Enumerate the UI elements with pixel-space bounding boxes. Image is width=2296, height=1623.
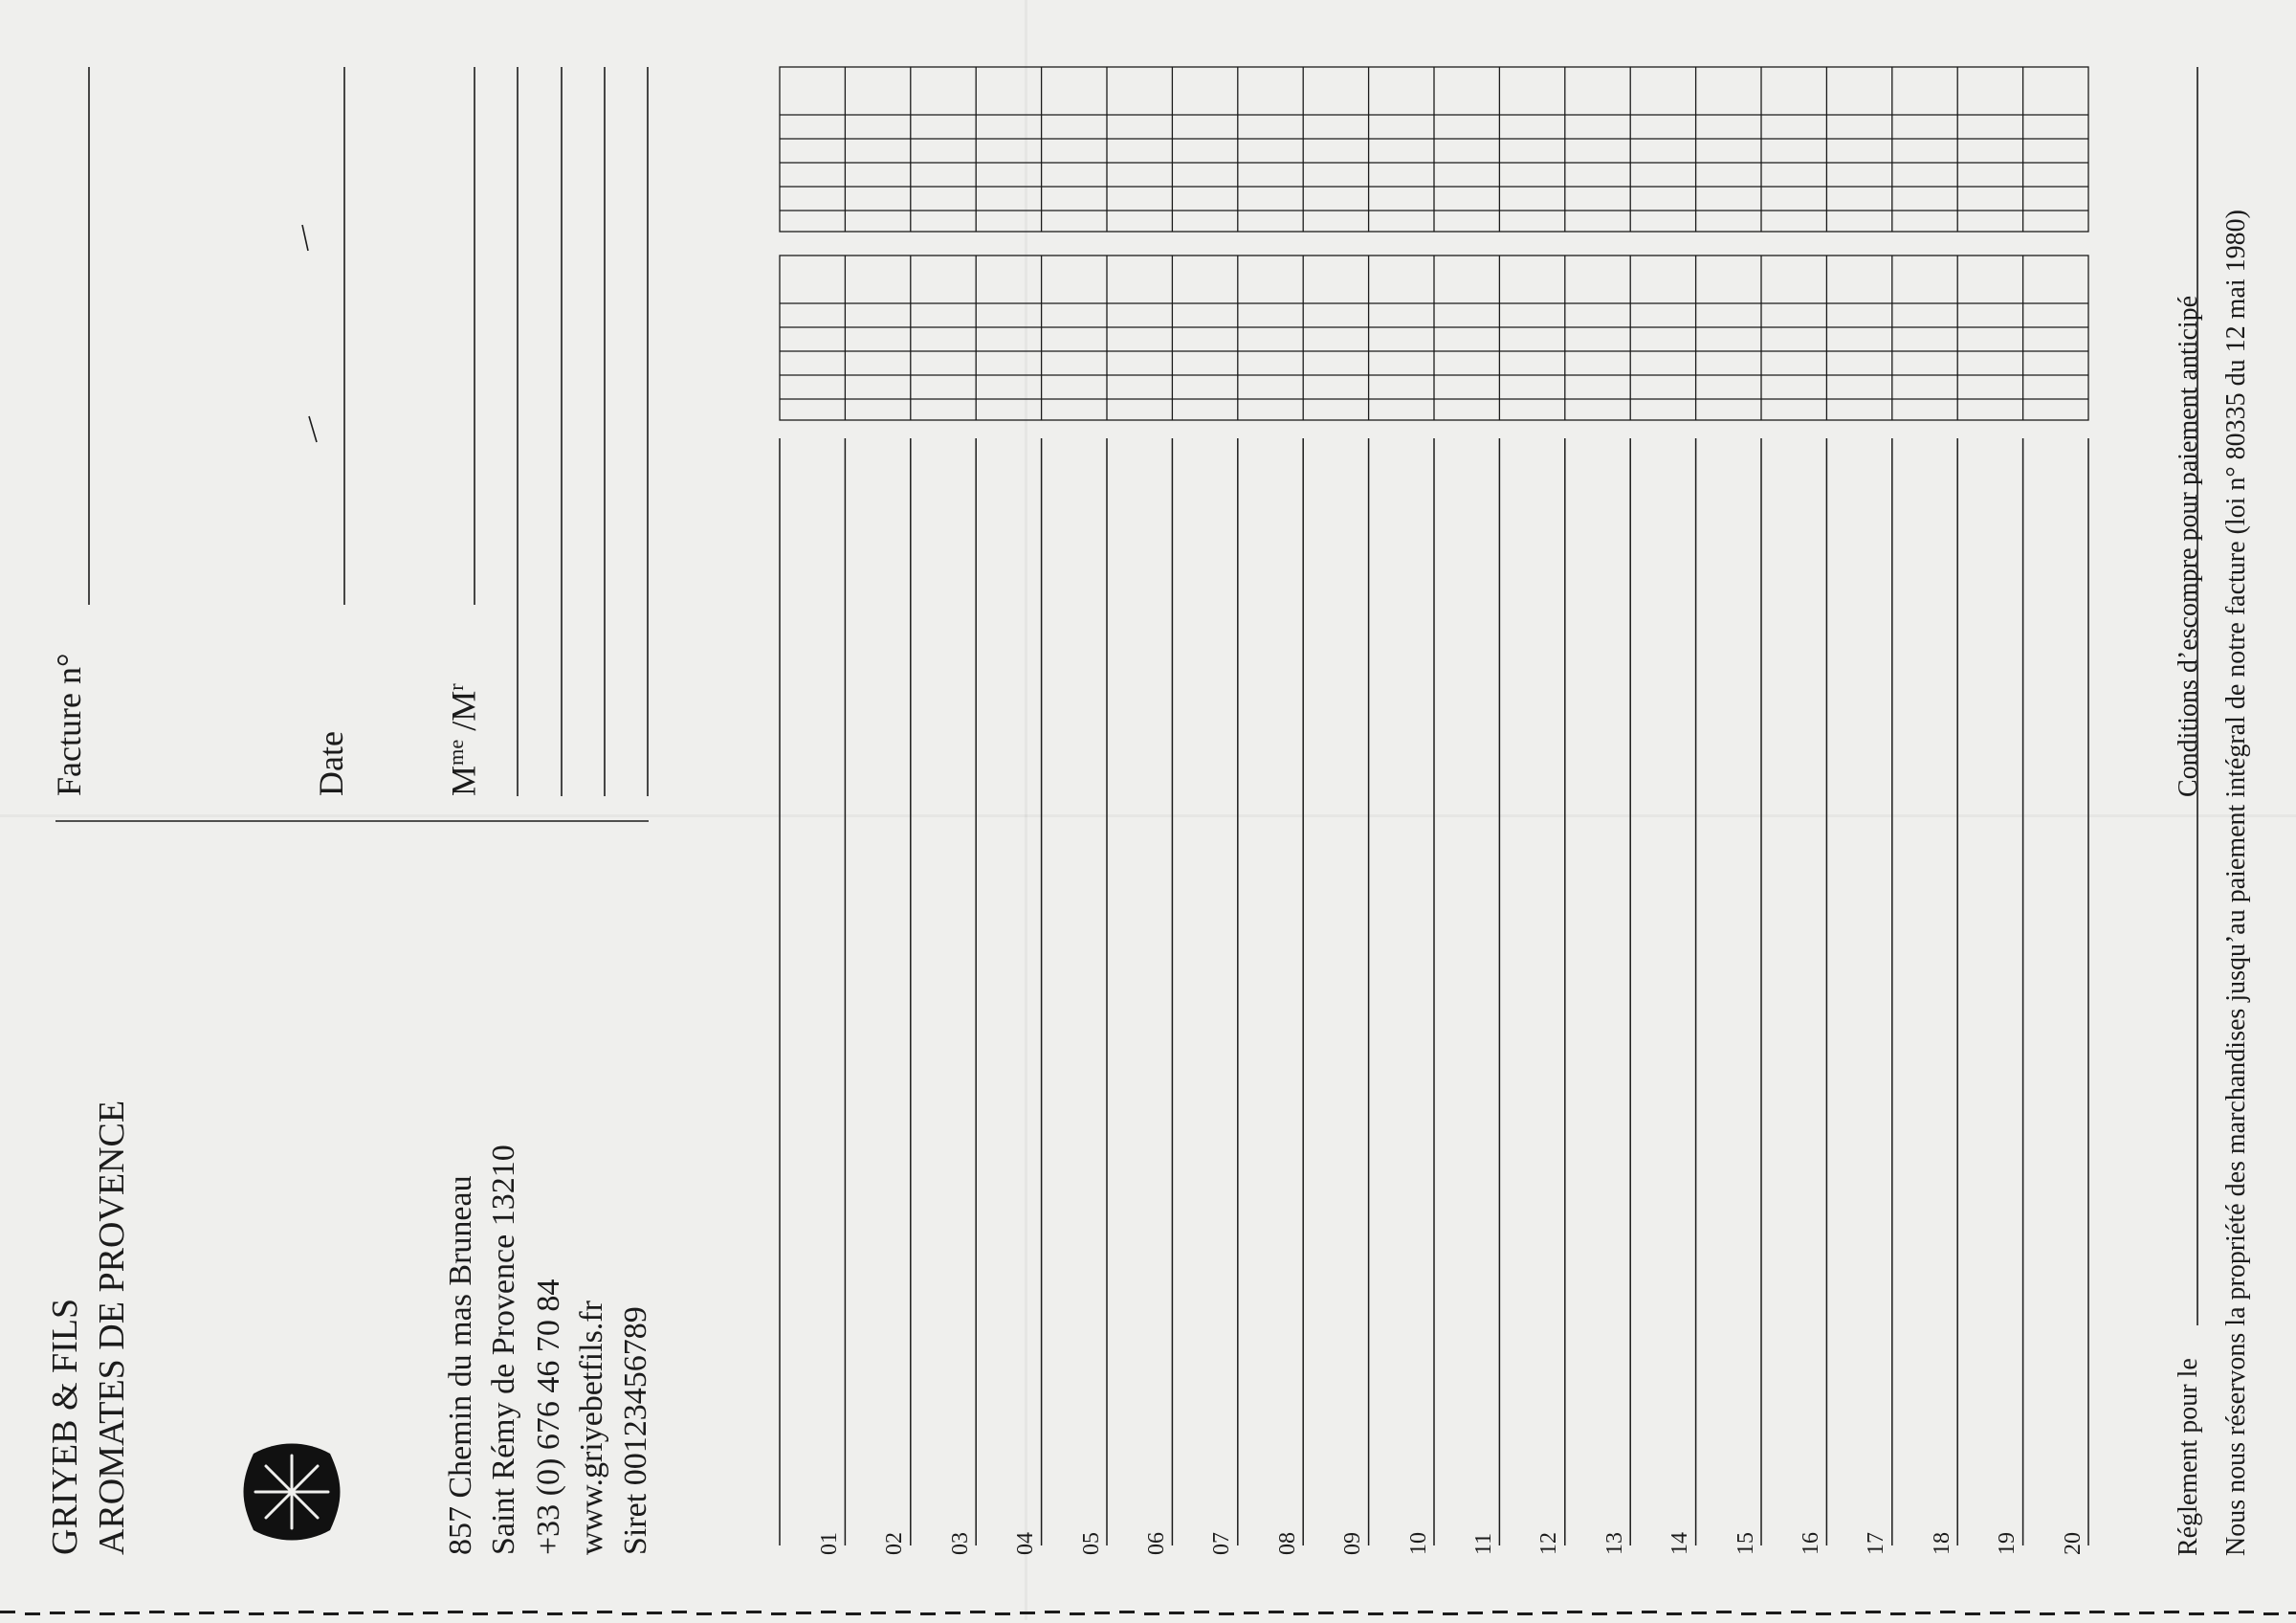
perforation-mark <box>721 1612 737 1614</box>
row-number: 12 <box>1536 1532 1562 1555</box>
perforation-mark <box>1492 1611 1508 1613</box>
perforation-mark <box>448 1611 463 1613</box>
company-name: GRIYEB & FILS <box>45 1298 85 1555</box>
perforation-mark <box>920 1612 936 1615</box>
row-number: 10 <box>1405 1532 1431 1555</box>
row-number: 08 <box>1274 1532 1300 1555</box>
perforation-mark <box>323 1612 339 1615</box>
perforation-mark <box>895 1611 911 1613</box>
perforation-mark <box>871 1612 886 1614</box>
perforation-mark <box>1219 1612 1234 1615</box>
company-address-line1: 857 Chemin du mas Bruneau <box>443 1175 478 1555</box>
perforation-mark <box>2239 1611 2254 1613</box>
perforation-mark <box>348 1612 364 1614</box>
perforation-mark <box>547 1612 563 1615</box>
perforation-mark <box>1443 1612 1458 1615</box>
perforation-mark <box>1119 1611 1135 1613</box>
perforation-mark <box>1094 1612 1110 1614</box>
perforation-mark <box>1915 1612 1931 1614</box>
perforation-mark <box>473 1612 488 1615</box>
row-number: 04 <box>1013 1532 1039 1555</box>
perforation-mark <box>2114 1612 2130 1615</box>
perforation-mark <box>1567 1611 1582 1613</box>
perforation-mark <box>1890 1612 1906 1615</box>
perforation-mark <box>249 1612 264 1615</box>
perforation-mark <box>1667 1612 1682 1615</box>
perforation-mark <box>1393 1612 1408 1614</box>
date-label: Date <box>312 731 350 796</box>
reglement-label: Réglement pour le <box>2174 1358 2203 1556</box>
client-label-m: M <box>444 765 483 796</box>
perforation-mark <box>1965 1612 1980 1615</box>
perforation-mark <box>1418 1611 1433 1613</box>
row-number: 02 <box>882 1532 908 1555</box>
perforation-mark <box>945 1612 960 1614</box>
perforation-mark <box>174 1612 189 1615</box>
perforation-mark <box>1517 1612 1533 1615</box>
perforation-mark <box>373 1611 388 1613</box>
row-number: 13 <box>1601 1532 1627 1555</box>
perforation-mark <box>497 1612 513 1614</box>
perforation-mark <box>970 1611 985 1613</box>
perforation-mark <box>423 1612 438 1614</box>
company-tagline: AROMATES DE PROVENCE <box>92 1100 132 1555</box>
row-number: 06 <box>1144 1532 1169 1555</box>
row-number: 14 <box>1667 1532 1693 1555</box>
perforation-mark <box>0 1611 15 1613</box>
client-label-r: r <box>444 683 468 691</box>
perforation-mark <box>1741 1612 1756 1615</box>
row-number: 09 <box>1340 1532 1366 1555</box>
perforation-mark <box>1269 1611 1284 1613</box>
perforation-mark <box>2015 1611 2030 1613</box>
row-number: 19 <box>1995 1532 2020 1555</box>
invoice-number-label: Facture n° <box>50 653 88 796</box>
perforation-mark <box>2089 1611 2105 1613</box>
row-number: 15 <box>1733 1532 1758 1555</box>
company-siret: Siret 0012345678​9 <box>618 1306 653 1555</box>
perforation-mark <box>1816 1612 1831 1615</box>
perforation-mark <box>2288 1612 2296 1614</box>
client-label-slash-m: /M <box>444 690 483 740</box>
perforation-mark <box>149 1611 165 1613</box>
perforation-mark <box>622 1612 637 1615</box>
perforation-mark <box>672 1611 687 1613</box>
perforation-mark <box>647 1612 662 1614</box>
perforation-mark <box>2064 1612 2080 1614</box>
perforation-mark <box>274 1612 289 1614</box>
perforation-mark <box>522 1611 538 1613</box>
escompte-label: Conditions d’escompre pour paiement anticipé <box>2174 295 2203 797</box>
perforation-mark <box>2040 1612 2055 1615</box>
perforation-mark <box>1766 1612 1781 1614</box>
perforation-mark <box>572 1612 587 1614</box>
perforation-mark <box>1940 1611 1955 1613</box>
client-label-me: me <box>444 739 468 766</box>
row-number: 17 <box>1864 1532 1889 1555</box>
perforation-mark <box>1169 1612 1184 1614</box>
row-number: 07 <box>1209 1532 1235 1555</box>
company-website: www.griyebetfils.fr <box>574 1301 609 1555</box>
perforation-mark <box>1194 1611 1209 1613</box>
perforation-mark <box>696 1612 712 1615</box>
perforation-mark <box>1691 1612 1707 1614</box>
row-number: 16 <box>1799 1532 1823 1555</box>
perforation-mark <box>597 1611 612 1613</box>
perforation-mark <box>2263 1612 2279 1615</box>
perforation-mark <box>1468 1612 1483 1614</box>
perforation-mark <box>224 1611 239 1613</box>
perforation-mark <box>1716 1611 1732 1613</box>
asterisk-seed-logo-icon <box>234 1434 349 1549</box>
date-slash-2 <box>302 225 308 251</box>
perforation-mark <box>1045 1611 1060 1613</box>
perforation-mark <box>846 1612 861 1615</box>
perforation-mark <box>1318 1612 1334 1614</box>
company-phone: +33 (0) 676 46 70 84 <box>531 1278 566 1555</box>
perforation-mark <box>995 1612 1010 1615</box>
date-slash-1 <box>309 416 317 442</box>
perforation-mark <box>25 1612 40 1615</box>
perforation-mark <box>1990 1612 2005 1614</box>
row-number: 20 <box>2060 1532 2086 1555</box>
perforation-mark <box>398 1612 413 1615</box>
perforation-mark <box>1841 1612 1856 1614</box>
row-number: 18 <box>1929 1532 1954 1555</box>
perforation-mark <box>1791 1611 1806 1613</box>
perforation-mark <box>1368 1612 1383 1615</box>
perforation-mark <box>199 1612 214 1614</box>
perforation-mark <box>1642 1611 1657 1613</box>
perforation-mark <box>298 1611 314 1613</box>
perforation-mark <box>796 1612 811 1614</box>
perforation-mark <box>1343 1611 1358 1613</box>
perforation-mark <box>1144 1612 1159 1615</box>
perforation-mark <box>2164 1611 2179 1613</box>
row-number: 01 <box>817 1532 842 1555</box>
perforation-mark <box>821 1611 836 1613</box>
perforation-mark <box>2139 1612 2154 1614</box>
perforation-mark <box>2189 1612 2204 1615</box>
company-address-line2: Saint Rémy de Provence 13210 <box>486 1145 521 1555</box>
legal-notice: Nous nous réservons la propriété des marchandises jusqu’au paiement intégral de notre facture (loi n° 80335 du 12 mai 1980) <box>2221 210 2251 1556</box>
perforation-mark <box>1244 1612 1259 1614</box>
perforation-mark <box>1866 1611 1881 1613</box>
perforation-mark <box>1020 1612 1035 1614</box>
torn-edge <box>0 1604 2296 1623</box>
row-number: 05 <box>1078 1532 1104 1555</box>
perforation-mark <box>2214 1612 2229 1614</box>
perforation-mark <box>99 1612 115 1615</box>
perforation-mark <box>1617 1612 1632 1614</box>
row-number: 03 <box>947 1532 973 1555</box>
perforation-mark <box>1070 1612 1085 1615</box>
perforation-mark <box>1293 1612 1309 1615</box>
perforation-mark <box>50 1612 65 1614</box>
perforation-mark <box>124 1612 140 1614</box>
perforation-mark <box>746 1611 762 1613</box>
perforation-mark <box>1542 1612 1557 1614</box>
row-number: 11 <box>1471 1532 1496 1555</box>
perforation-mark <box>771 1612 786 1615</box>
perforation-mark <box>75 1611 90 1613</box>
client-label <box>444 683 483 796</box>
perforation-mark <box>1592 1612 1607 1615</box>
